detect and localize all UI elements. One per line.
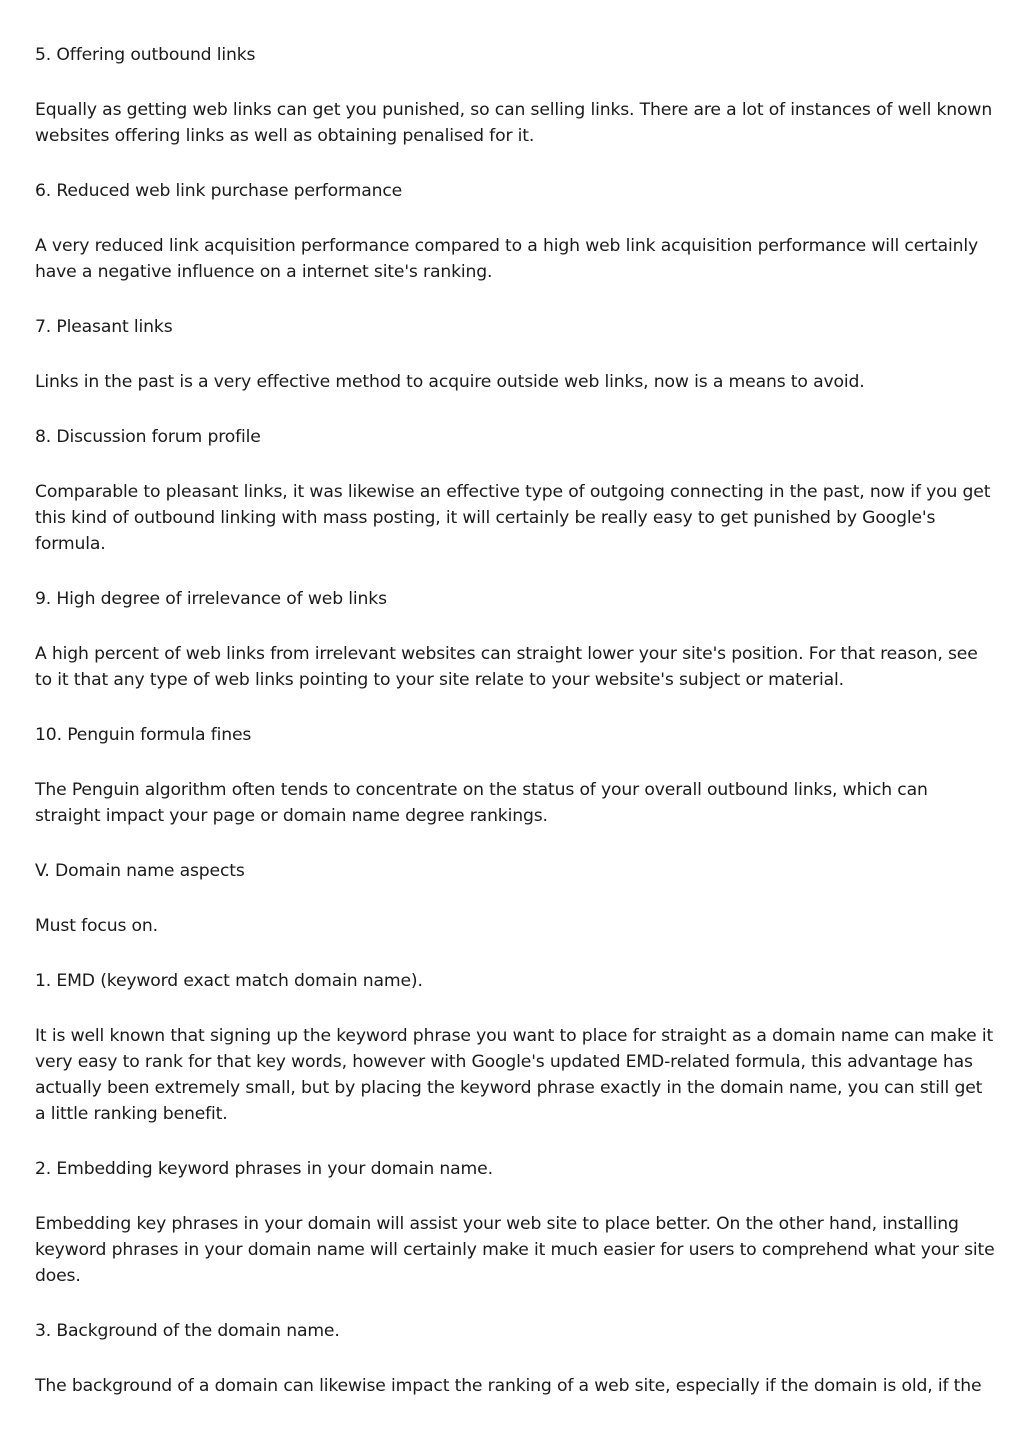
section-heading-offering-outbound-links: 5. Offering outbound links bbox=[35, 45, 256, 65]
section-heading-embedding-keywords: 2. Embedding keyword phrases in your domain name. bbox=[35, 1159, 493, 1179]
section-heading-emd: 1. EMD (keyword exact match domain name). bbox=[35, 971, 423, 991]
paragraph: Equally as getting web links can get you punished, so can selling links. There are a lot of instances of well known websites offering links as well as obtaining penalised for it. bbox=[35, 100, 993, 146]
section-heading-domain-aspects: V. Domain name aspects bbox=[35, 861, 245, 881]
section-heading-reduced-link-purchase: 6. Reduced web link purchase performance bbox=[35, 181, 403, 201]
paragraph: The Penguin algorithm often tends to concentrate on the status of your overall outbound links, which can straight impact your page or domain name degree rankings. bbox=[35, 780, 928, 826]
section-heading-penguin: 10. Penguin formula fines bbox=[35, 725, 252, 745]
section-heading-forum-profile: 8. Discussion forum profile bbox=[35, 427, 261, 447]
paragraph: A high percent of web links from irrelevant websites can straight lower your site's position. For that reason, see to it that any type of web links pointing to your site relate to your website's subject or material. bbox=[35, 644, 978, 690]
section-heading-domain-background: 3. Background of the domain name. bbox=[35, 1321, 340, 1341]
paragraph: It is well known that signing up the keyword phrase you want to place for straight as a domain name can make it very easy to rank for that key words, however with Google's updated EMD-related formula, this advantage has actually been extremely small, but by placing the keyword phrase exactly in the domain name, you can still get a little ranking benefit. bbox=[35, 1026, 994, 1124]
paragraph: The background of a domain can likewise impact the ranking of a web site, especially if the domain is old, if the bbox=[35, 1376, 982, 1396]
paragraph: Must focus on. bbox=[35, 916, 158, 936]
section-heading-pleasant-links: 7. Pleasant links bbox=[35, 317, 173, 337]
paragraph: Comparable to pleasant links, it was likewise an effective type of outgoing connecting in the past, now if you get this kind of outbound linking with mass posting, it will certainly be really easy to get punished by Google's formula. bbox=[35, 482, 991, 554]
paragraph: Links in the past is a very effective method to acquire outside web links, now is a means to avoid. bbox=[35, 372, 865, 392]
section-heading-irrelevance: 9. High degree of irrelevance of web links bbox=[35, 589, 387, 609]
paragraph: A very reduced link acquisition performance compared to a high web link acquisition performance will certainly have a negative influence on a internet site's ranking. bbox=[35, 236, 979, 282]
document-body bbox=[35, 42, 995, 1428]
paragraph: Embedding key phrases in your domain will assist your web site to place better. On the other hand, installing keyword phrases in your domain name will certainly make it much easier for users to comprehend what your site does. bbox=[35, 1214, 995, 1286]
